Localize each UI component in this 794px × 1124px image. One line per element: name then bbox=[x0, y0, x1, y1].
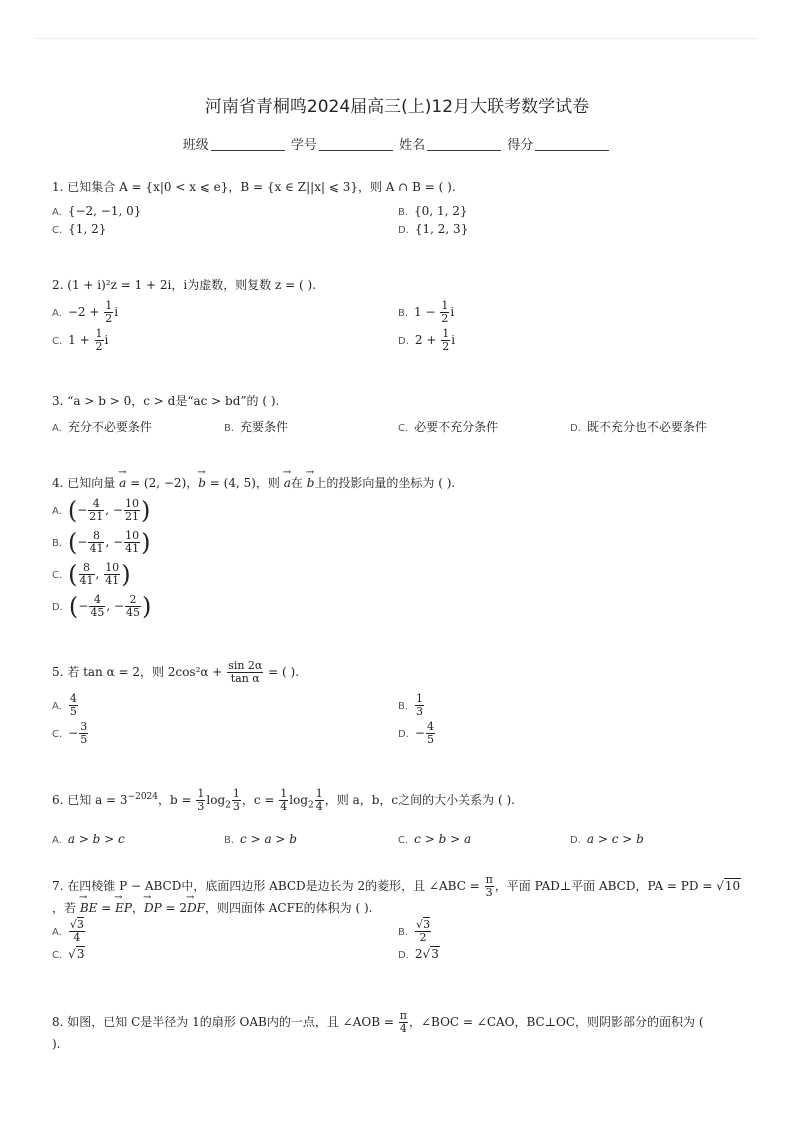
option-a[interactable]: A. 充分不必要条件 bbox=[52, 420, 152, 434]
question-stem: 5. 若 tan α = 2，则 2cos²α + $\frac{\sin 2\alpha}{\text{tan α}}$ = ( ). bbox=[52, 659, 300, 685]
class-label: 班级 bbox=[182, 138, 209, 153]
option-d[interactable]: D. 2 + $\frac{1}{2}$ i bbox=[398, 327, 456, 353]
option-b[interactable]: B. $\frac{√3}{2}$ bbox=[398, 918, 431, 944]
option-a[interactable]: A. −2 + $\frac{1}{2}$ i bbox=[52, 299, 119, 325]
question-stem: 3. “a > b > 0，c > d是“ac > bd”的 ( ). bbox=[52, 394, 280, 408]
score-label: 得分 bbox=[507, 138, 534, 153]
question-3 bbox=[52, 392, 752, 434]
question-stem: 1. 已知集合 A = {x|0 < x ⩽ e}，B = {x ∈ Z||x| ⩽ 3}，则 A ∩ B = ( ). bbox=[52, 180, 456, 194]
question-stem: 4. 已知向量 → a = (2, −2)，→ b = (4, 5)，则 → a在 → b上的投影向量的坐标为 ( ). bbox=[52, 474, 752, 492]
option-d[interactable]: D. 2√3 bbox=[398, 947, 439, 961]
question-8 bbox=[52, 1010, 752, 1053]
option-d[interactable]: D. (− $\frac{4}{45}$ , − $\frac{2}{45}$ ) bbox=[52, 592, 152, 621]
option-d[interactable]: D. 既不充分也不必要条件 bbox=[570, 420, 707, 434]
option-d[interactable]: D. − $\frac{4}{5}$ bbox=[398, 720, 434, 746]
option-a[interactable]: A. a > b > c bbox=[52, 832, 125, 847]
id-blank[interactable] bbox=[319, 138, 393, 151]
question-6 bbox=[52, 787, 752, 847]
question-stem-line-2: ，若 → BE = → EP，→ DP = 2→ DF，则四面体 ACFE的体积为 ( ). bbox=[52, 899, 752, 917]
question-2 bbox=[52, 276, 752, 353]
option-c[interactable]: C. − $\frac{3}{5}$ bbox=[52, 720, 88, 746]
option-b[interactable]: B. $\frac{1}{3}$ bbox=[398, 692, 424, 718]
option-c[interactable]: C. ( $\frac{8}{41}$ , $\frac{10}{41}$ ) bbox=[52, 560, 131, 589]
name-label: 姓名 bbox=[399, 138, 426, 153]
option-a[interactable]: A. $\frac{√3}{4}$ bbox=[52, 918, 84, 944]
class-blank[interactable] bbox=[211, 138, 285, 151]
question-7 bbox=[52, 873, 752, 961]
option-a[interactable]: A. {−2, −1, 0} bbox=[52, 204, 142, 218]
question-stem: 2. (1 + i)²z = 1 + 2i，i为虚数，则复数 z = ( ). bbox=[52, 278, 317, 292]
name-blank[interactable] bbox=[427, 138, 501, 151]
page-title: 河南省青桐鸣2024届高三(上)12月大联考数学试卷 bbox=[204, 97, 590, 117]
option-b[interactable]: B. 1 − $\frac{1}{2}$ i bbox=[398, 299, 455, 325]
option-d[interactable]: D. {1, 2, 3} bbox=[398, 222, 469, 236]
question-stem: 6. 已知 $a = 3^{-2024}$，b = $\frac{1}{3}$ $\log_2$ $\frac{1}{3}$ ，c = $\frac{1}{4}$ $\log_2$ $\frac{1}{4}$ ，则 a，b，c之间的大小关系为 ( ). bbox=[52, 787, 515, 813]
option-c[interactable]: C. 1 + $\frac{1}{2}$ i bbox=[52, 327, 109, 353]
question-stem-line-2: ). bbox=[52, 1037, 61, 1051]
question-1 bbox=[52, 178, 752, 236]
option-c[interactable]: C. √3 bbox=[52, 947, 85, 961]
option-b[interactable]: B. {0, 1, 2} bbox=[398, 204, 468, 218]
question-5 bbox=[52, 659, 752, 746]
top-rule bbox=[36, 38, 758, 39]
option-b[interactable]: B. c > a > b bbox=[224, 832, 297, 847]
option-a[interactable]: A. $\frac{4}{5}$ bbox=[52, 692, 77, 718]
option-c[interactable]: C. {1, 2} bbox=[52, 222, 107, 236]
score-blank[interactable] bbox=[535, 138, 609, 151]
id-label: 学号 bbox=[290, 138, 317, 153]
student-info-line bbox=[0, 134, 794, 153]
option-c[interactable]: C. 必要不充分条件 bbox=[398, 420, 499, 434]
question-stem: 7. 在四棱锥 P − ABCD中，底面四边形 ABCD是边长为 2的菱形，且 ∠ABC = $\frac{\pi}{3}$ ，平面 PAD⊥平面 ABCD，PA = PD = √10 bbox=[52, 873, 741, 899]
option-c[interactable]: C. c > b > a bbox=[398, 832, 472, 847]
option-a[interactable]: A. (− $\frac{4}{21}$ , − $\frac{10}{21}$ ) bbox=[52, 496, 151, 525]
question-stem: 8. 如图，已知 C是半径为 1的扇形 OAB内的一点，且 ∠AOB = $\frac{\pi}{4}$ ，∠BOC = ∠CAO，BC⊥OC，则阴影部分的面积为 ( bbox=[52, 1009, 704, 1035]
option-b[interactable]: B. 充要条件 bbox=[224, 420, 289, 434]
option-b[interactable]: B. (− $\frac{8}{41}$ , − $\frac{10}{41}$ ) bbox=[52, 528, 151, 557]
option-d[interactable]: D. a > c > b bbox=[570, 832, 644, 847]
question-4 bbox=[52, 474, 752, 621]
